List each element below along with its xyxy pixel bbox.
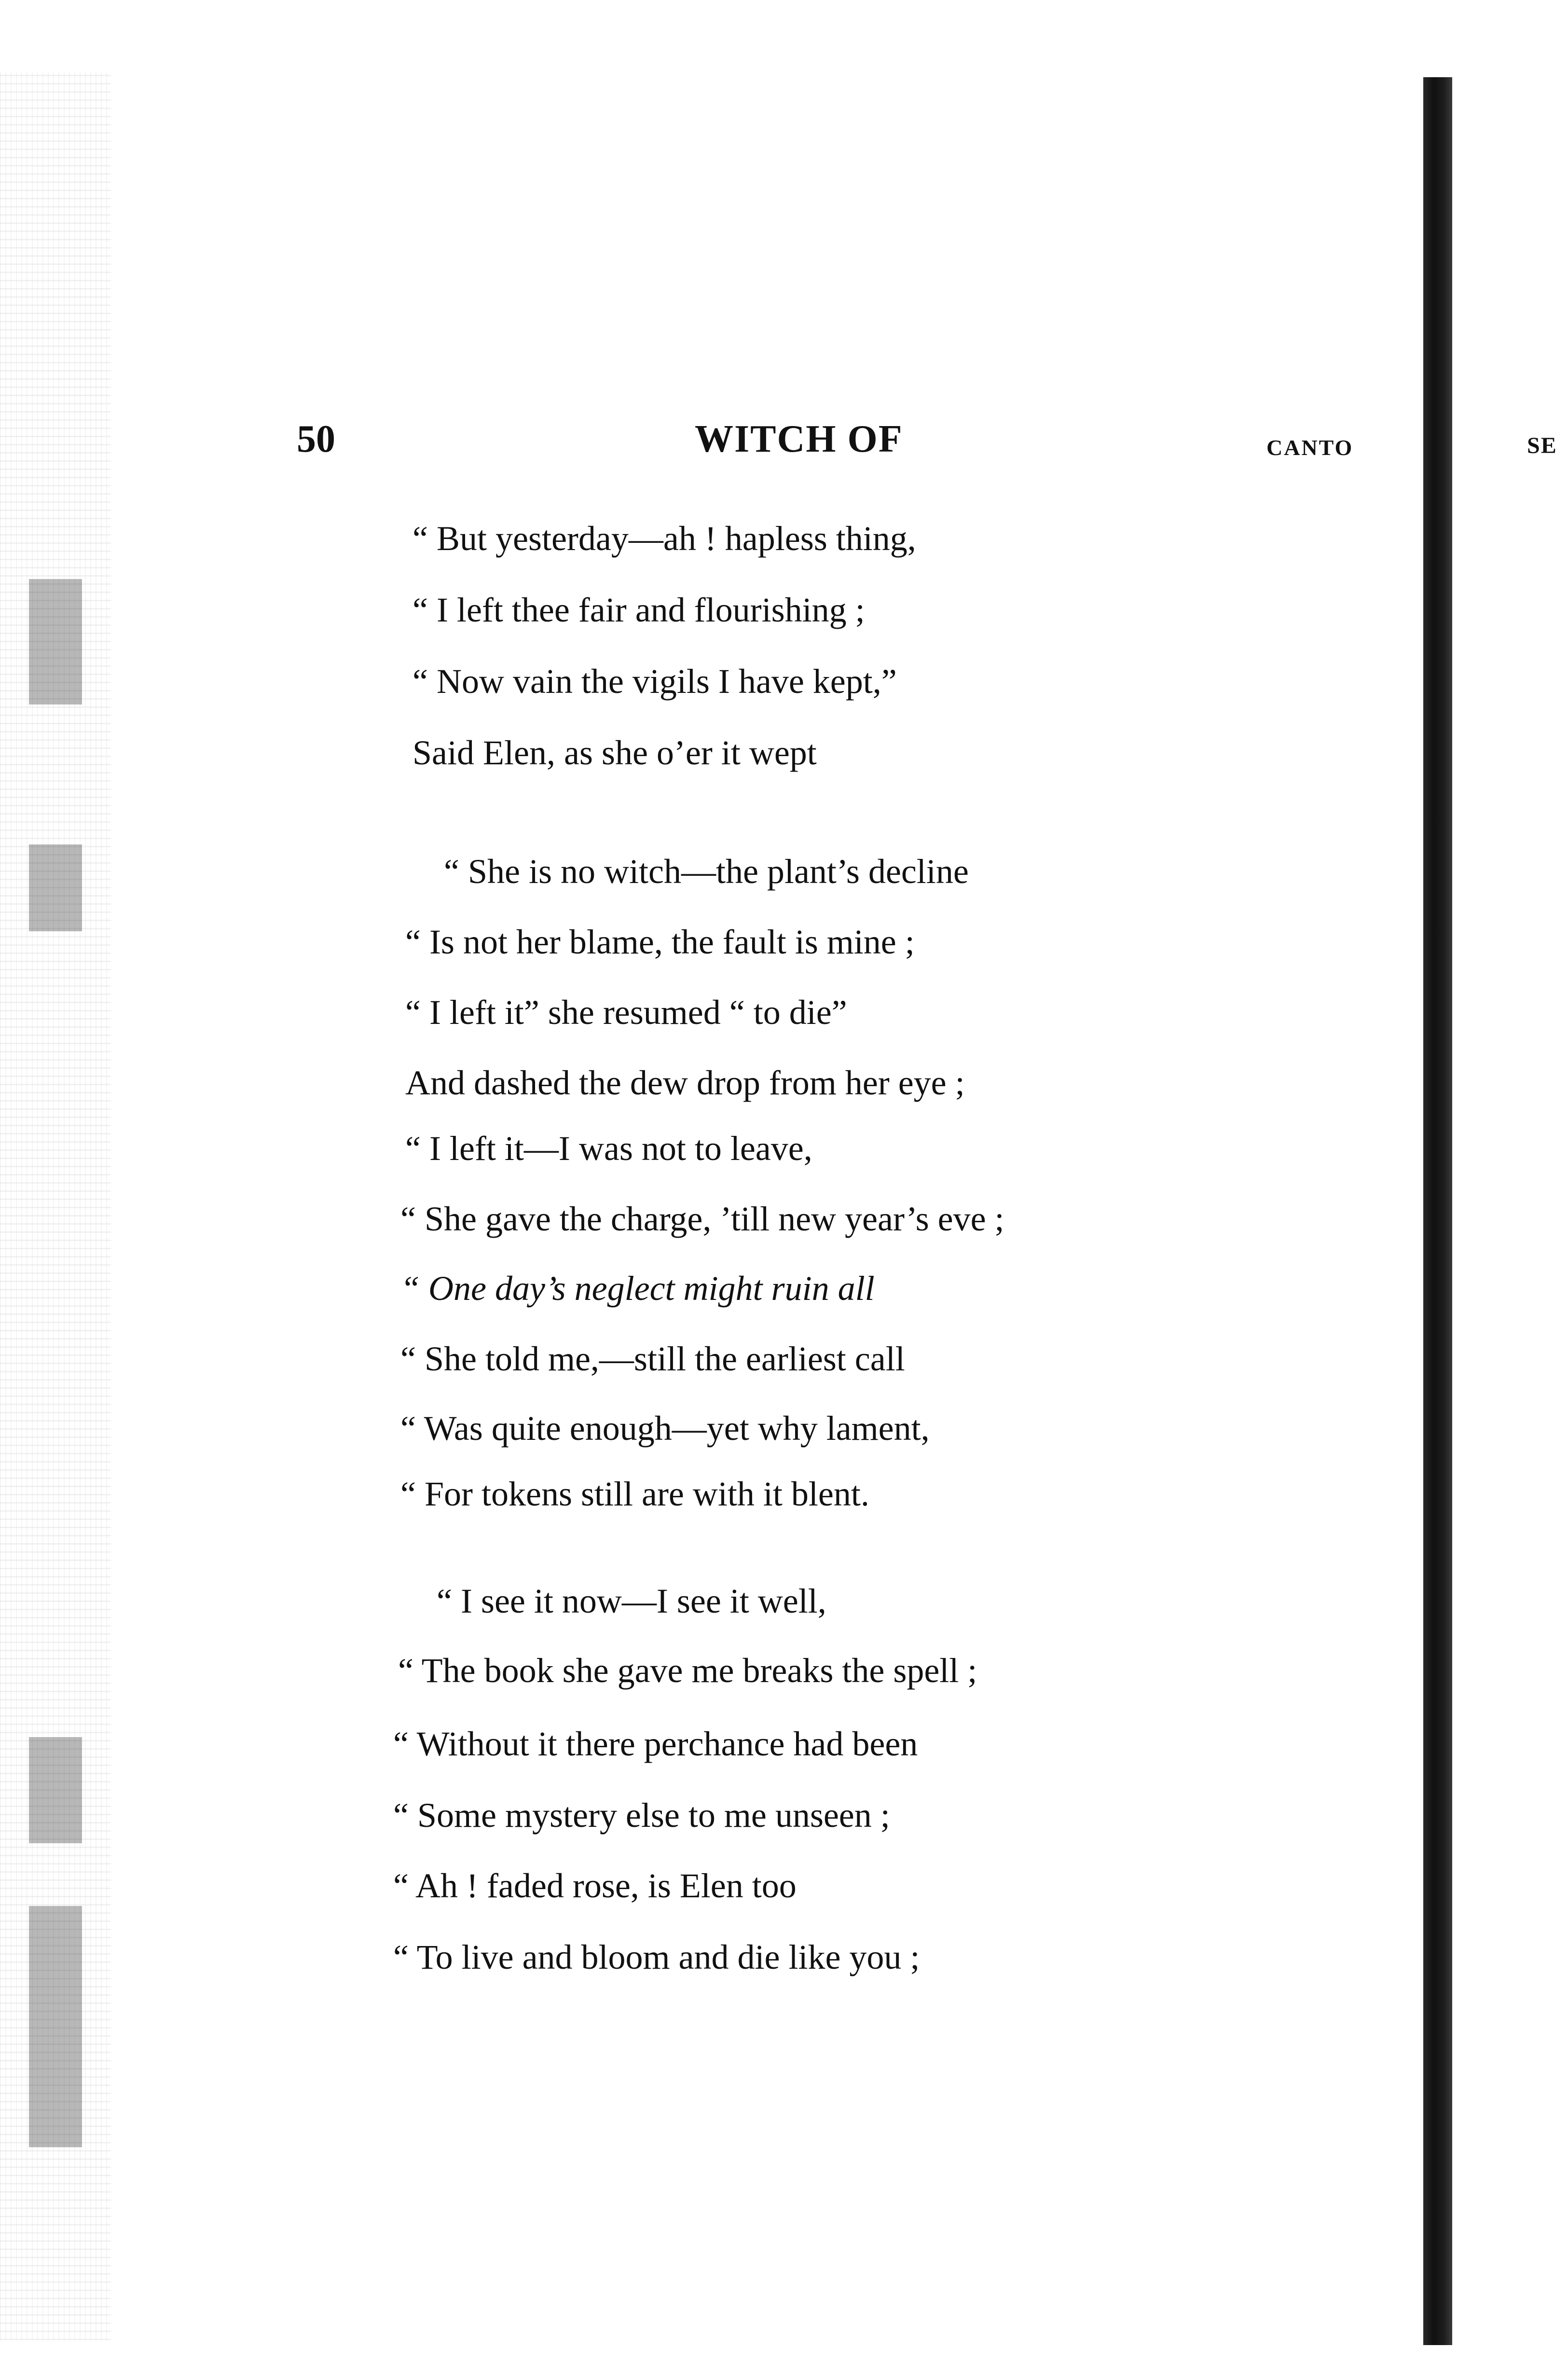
poem-line: “ She told me,—still the earliest call	[400, 1339, 905, 1378]
poem-line: “ Ah ! faded rose, is Elen too	[393, 1866, 797, 1905]
poem-line: “ I left thee fair and flourishing ;	[413, 591, 865, 629]
poem-line: “ Now vain the vigils I have kept,”	[413, 662, 897, 701]
poem-line: “ She is no witch—the plant’s decline	[444, 852, 969, 891]
poem-line: And dashed the dew drop from her eye ;	[405, 1063, 965, 1102]
poem-line: “ Is not her blame, the fault is mine ;	[405, 923, 915, 961]
running-title: WITCH OF	[695, 418, 903, 460]
poem-line: “ But yesterday—ah ! hapless thing,	[413, 519, 916, 558]
poem-line: “ I left it” she resumed “ to die”	[405, 993, 847, 1032]
poem-line: “ Was quite enough—yet why lament,	[400, 1409, 930, 1448]
poem-line-italic: “ One day’s neglect might ruin all	[400, 1269, 875, 1308]
poem-line: “ Some mystery else to me unseen ;	[393, 1796, 890, 1835]
poem-line: “ I left it—I was not to leave,	[405, 1129, 812, 1168]
next-page-header-fragment: SE	[1527, 433, 1557, 458]
poem-line: “ I see it now—I see it well,	[437, 1582, 826, 1620]
poem-line: “ The book she gave me breaks the spell ;	[398, 1651, 977, 1690]
running-canto-label: CANTO	[1266, 435, 1354, 460]
poem-line: “ To live and bloom and die like you ;	[393, 1938, 920, 1976]
poem-line: “ For tokens still are with it blent.	[400, 1475, 869, 1513]
page-number: 50	[297, 418, 335, 460]
poem-line: “ Without it there perchance had been	[393, 1725, 918, 1763]
poem-line: Said Elen, as she o’er it wept	[413, 733, 817, 772]
poem-line: “ She gave the charge, ’till new year’s eve ;	[400, 1200, 1004, 1238]
